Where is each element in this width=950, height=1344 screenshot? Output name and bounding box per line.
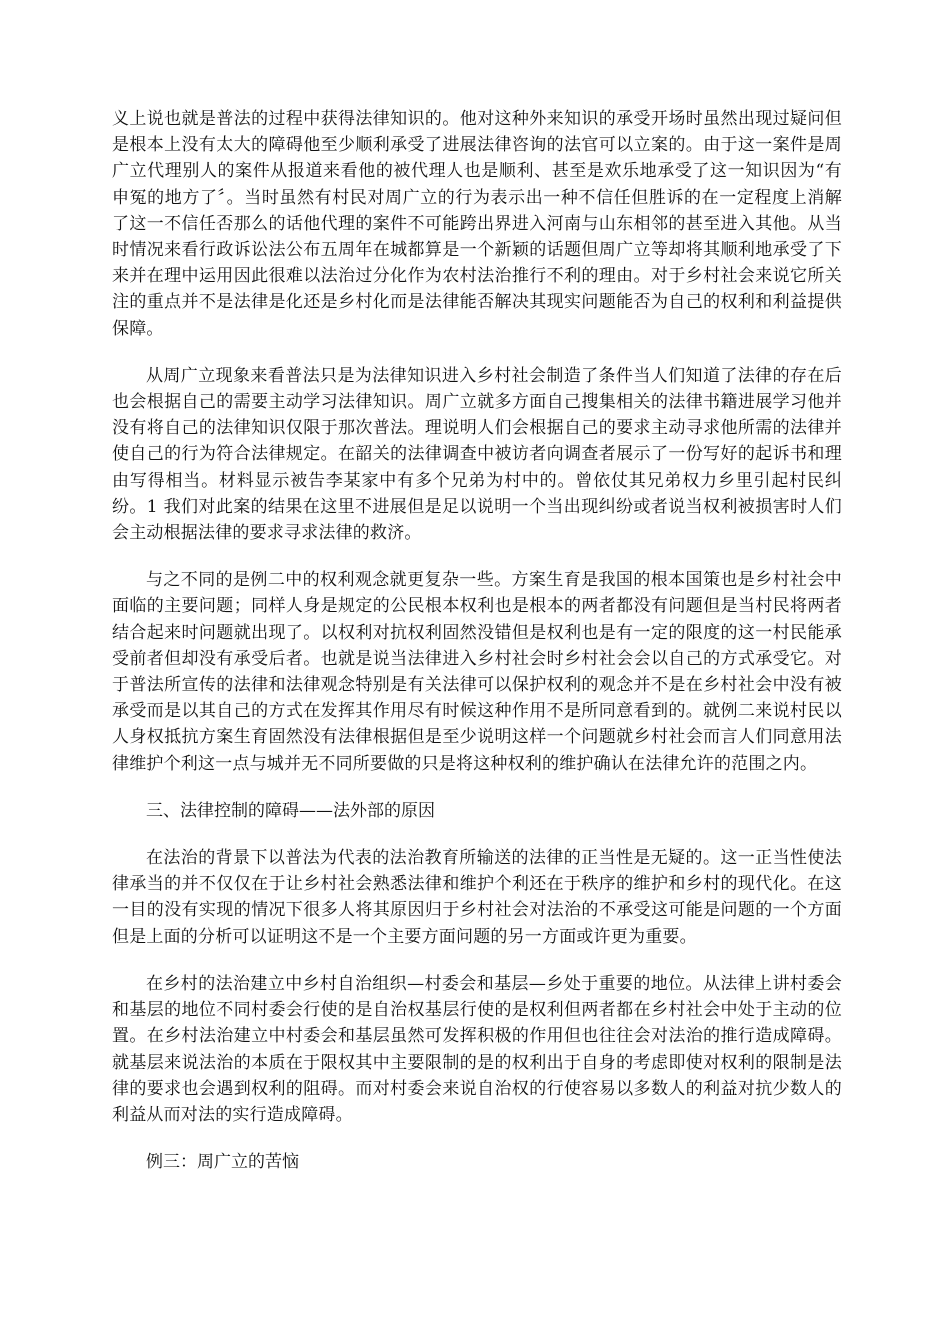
paragraph-3: 与之不同的是例二中的权利观念就更复杂一些。方案生育是我国的根本国策也是乡村社会中面临的主要问题；同样人身是规定的公民根本权利也是根本的两者都没有问题但是当村民将两者结合起来时问题就出现了。以权利对抗权利固然没错但是权利也是有一定的限度的这一村民能承受前者但却没有承受后者。也就是说当法律进入乡村社会时乡村社会会以自己的方式承受它。对于普法所宣传的法律和法律观念特别是有关法律可以保护权利的观念并不是在乡村社会中没有被承受而是以其自己的方式在发挥其作用尽有时候这种作用不是所同意看到的。就例二来说村民以人身权抵抗方案生育固然没有法律根据但是至少说明这样一个问题就乡村社会而言人们同意用法律维护个利这一点与城并无不同所要做的只是将这种权利的维护确认在法律允许的范围之内。: [112, 570, 842, 774]
document-page: [112, 106, 842, 1196]
paragraph-5: 在乡村的法治建立中乡村自治组织—村委会和基层—乡处于重要的地位。从法律上讲村委会和基层的地位不同村委会行使的是自治权基层行使的是权利但两者都在乡村社会中处于主动的位置。在乡村法治建立中村委会和基层虽然可发挥积极的作用但也往往会对法治的推行造成障碍。就基层来说法治的本质在于限权其中主要限制的是的权利出于自身的考虑即使对权利的限制是法律的要求也会遇到权利的阻碍。而对村委会来说自治权的行使容易以多数人的利益对抗少数人的利益从而对法的实行造成障碍。: [112, 973, 842, 1125]
section-heading: 三、法律控制的障碍——法外部的原因: [146, 800, 435, 821]
paragraph-1: 义上说也就是普法的过程中获得法律知识的。他对这种外来知识的承受开场时虽然出现过疑问但是根本上没有太大的障碍他至少顺利承受了进展法律咨询的法官可以立案的。由于这一案件是周广立代理别人的案件从报道来看他的被代理人也是顺利、甚至是欢乐地承受了这一知识因为“有申冤的地方了〞。当时虽然有村民对周广立的行为表示出一种不信任但胜诉的在一定程度上消解了这一不信任否那么的话他代理的案件不可能跨出界进入河南与山东相邻的甚至进入其他。从当时情况来看行政诉讼法公布五周年在城都算是一个新颖的话题但周广立等却将其顺利地承受了下来并在理中运用因此很难以法治过分化作为农村法治推行不利的理由。对于乡村社会来说它所关注的重点并不是法律是化还是乡村化而是法律能否解决其现实问题能否为自己的权利和利益提供保障。: [112, 109, 842, 339]
example-heading: 例三：周广立的苦恼: [146, 1152, 299, 1173]
paragraph-2: 从周广立现象来看普法只是为法律知识进入乡村社会制造了条件当人们知道了法律的存在后也会根据自己的需要主动学习法律知识。周广立就多方面自己搜集相关的法律书籍进展学习他并没有将自己的法律知识仅限于那次普法。理说明人们会根据自己的要求主动寻求他所需的法律并使自己的行为符合法律规定。在韶关的法律调查中被访者向调查者展示了一份写好的起诉书和理由写得相当。材料显示被告李某家中有多个兄弟为村中的。曾依仗其兄弟权力乡里引起村民纠纷。1 我们对此案的结果在这里不进展但是足以说明一个当出现纠纷或者说当权利被损害时人们会主动根据法律的要求寻求法律的救济。: [112, 365, 842, 544]
paragraph-4: 在法治的背景下以普法为代表的法治教育所输送的法律的正当性是无疑的。这一正当性使法律承当的并不仅仅在于让乡村社会熟悉法律和维护个利还在于秩序的维护和乡村的现代化。在这一目的没有实现的情况下很多人将其原因归于乡村社会对法治的不承受这可能是问题的一个方面但是上面的分析可以证明这不是一个主要方面问题的另一方面或许更为重要。: [112, 848, 842, 947]
